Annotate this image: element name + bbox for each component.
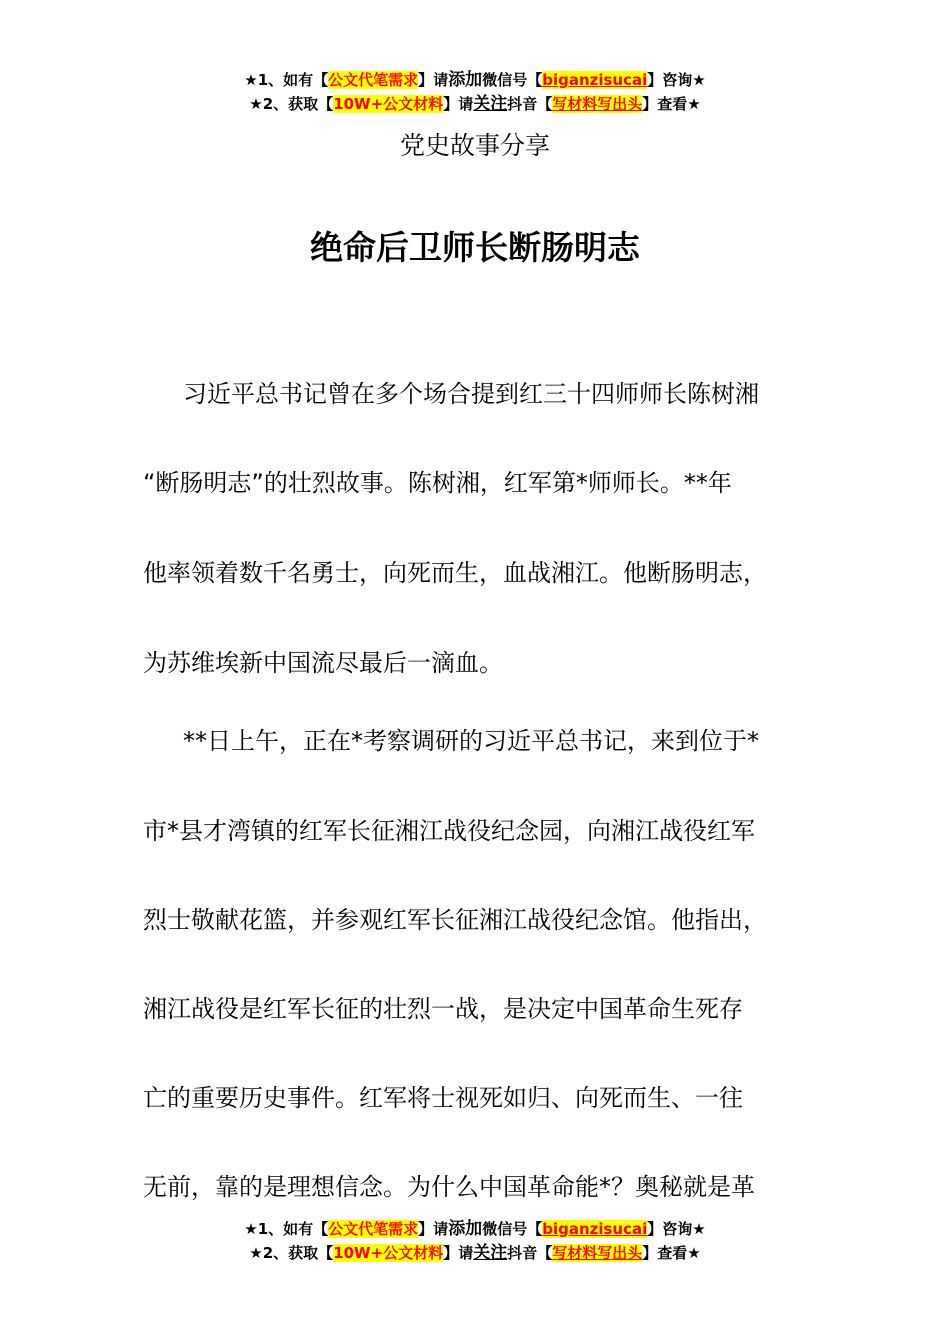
banner-text: 2、获取【 — [262, 95, 334, 113]
douyin-account: 写材料写出头 — [552, 1244, 643, 1262]
banner-line-2 — [0, 1241, 950, 1265]
banner-line-2 — [0, 92, 950, 116]
banner-text: 】查看 — [642, 95, 688, 113]
banner-text: 抖音【 — [507, 95, 553, 113]
banner-line-1 — [0, 68, 950, 92]
banner-emphasis: 添加 — [448, 70, 483, 90]
body-line: 无前，靠的是理想信念。为什么中国革命能*？奥秘就是革 — [143, 1173, 755, 1201]
banner-text: 】请 — [418, 71, 449, 89]
banner-emphasis: 添加 — [448, 1219, 483, 1239]
body-line: 湘江战役是红军长征的壮烈一战，是决定中国革命生死存 — [143, 995, 743, 1023]
bottom-banner — [0, 1217, 950, 1265]
body-line: **日上午，正在*考察调研的习近平总书记，来到位于* — [183, 727, 759, 755]
wechat-id: biganzisucai — [542, 1220, 648, 1238]
banner-text: 微信号【 — [482, 1220, 543, 1238]
banner-emphasis: 关注 — [473, 94, 508, 114]
star-icon: ★ — [692, 71, 706, 89]
highlight-materials: 10W+公文材料 — [333, 1244, 444, 1262]
section-title: 党史故事分享 — [399, 131, 550, 160]
banner-text: 】咨询 — [647, 71, 693, 89]
body-line: 市*县才湾镇的红军长征湘江战役纪念园，向湘江战役红军 — [143, 817, 755, 845]
banner-text: 微信号【 — [482, 71, 543, 89]
banner-text: 】请 — [418, 1220, 449, 1238]
star-icon: ★ — [244, 71, 258, 89]
body-line: “断肠明志”的壮烈故事。陈树湘，红军第*师师长。**年 — [143, 469, 732, 497]
banner-text: 】请 — [443, 95, 474, 113]
douyin-account: 写材料写出头 — [552, 95, 643, 113]
star-icon: ★ — [692, 1220, 706, 1238]
body-line: 为苏维埃新中国流尽最后一滴血。 — [143, 649, 503, 677]
body-line: 他率领着数千名勇士，向死而生，血战湘江。他断肠明志， — [143, 559, 767, 587]
body-line: 烈士敬献花篮，并参观红军长征湘江战役纪念馆。他指出， — [143, 906, 767, 934]
banner-text: 】查看 — [642, 1244, 688, 1262]
banner-text: 抖音【 — [507, 1244, 553, 1262]
banner-text: 1、如有【 — [257, 71, 329, 89]
body-line: 亡的重要历史事件。红军将士视死如归、向死而生、一往 — [143, 1084, 743, 1112]
star-icon: ★ — [249, 95, 263, 113]
wechat-id: biganzisucai — [542, 71, 648, 89]
star-icon: ★ — [687, 95, 701, 113]
banner-text: 1、如有【 — [257, 1220, 329, 1238]
highlight-service: 公文代笔需求 — [328, 1220, 419, 1238]
banner-text: 】咨询 — [647, 1220, 693, 1238]
highlight-materials: 10W+公文材料 — [333, 95, 444, 113]
star-icon: ★ — [244, 1220, 258, 1238]
body-line: 习近平总书记曾在多个场合提到红三十四师师长陈树湘 — [183, 380, 759, 408]
highlight-service: 公文代笔需求 — [328, 71, 419, 89]
banner-emphasis: 关注 — [473, 1243, 508, 1263]
page-title: 绝命后卫师长断肠明志 — [310, 228, 640, 267]
top-banner — [0, 68, 950, 116]
banner-text: 2、获取【 — [262, 1244, 334, 1262]
star-icon: ★ — [249, 1244, 263, 1262]
banner-line-1 — [0, 1217, 950, 1241]
banner-text: 】请 — [443, 1244, 474, 1262]
star-icon: ★ — [687, 1244, 701, 1262]
